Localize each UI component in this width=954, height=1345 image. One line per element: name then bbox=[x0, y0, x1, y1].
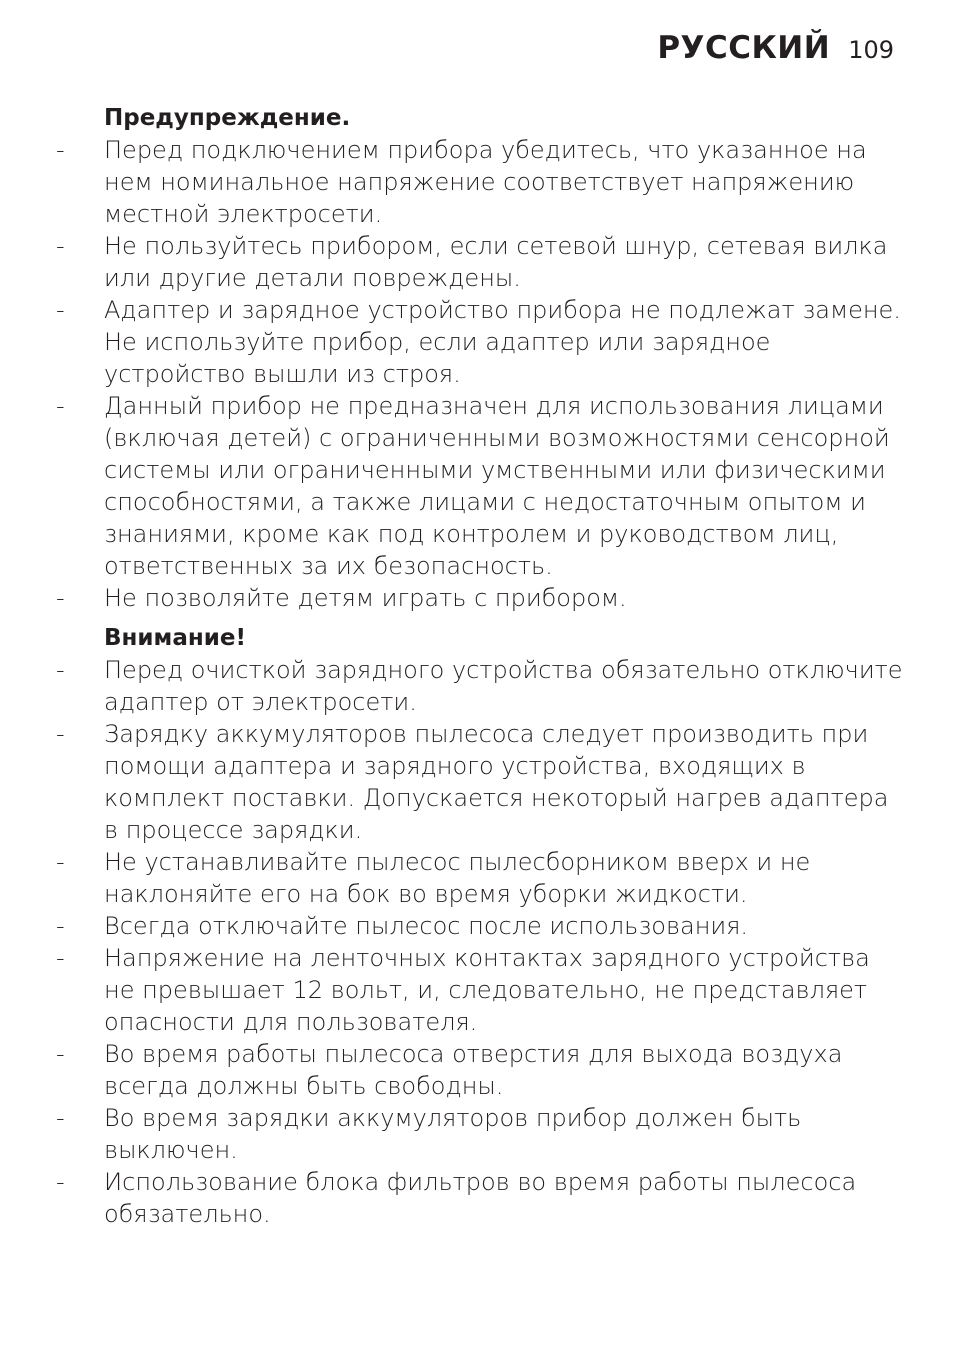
list-item-text: Адаптер и зарядное устройство прибора не подлежат замене. Не используйте прибор, если адаптер или зарядное устройство вышли из строя. bbox=[104, 296, 901, 388]
list-item-text: Напряжение на ленточных контактах зарядного устройства не превышает 12 вольт, и, следовательно, не представляет опасности для пользователя. bbox=[104, 944, 870, 1036]
list-item-text: Зарядку аккумуляторов пылесоса следует производить при помощи адаптера и зарядного устройства, входящих в комплект поставки. Допускается некоторый нагрев адаптера в процессе зарядки. bbox=[104, 720, 889, 844]
list-item-text: Не позволяйте детям играть с прибором. bbox=[104, 584, 627, 612]
bullet-dash: - bbox=[56, 1040, 65, 1068]
bullet-dash: - bbox=[56, 912, 65, 940]
list-item-text: Данный прибор не предназначен для использования лицами (включая детей) с ограниченными возможностями сенсорной системы или ограниченными умственными или физическими способностями, а также лицами с недостаточным опытом и знаниями, кроме как под контролем и руководством лиц, ответственных за их безопасность. bbox=[104, 392, 890, 580]
list-item bbox=[56, 1166, 906, 1230]
list-item-text: Перед подключением прибора убедитесь, что указанное на нем номинальное напряжение соответствует напряжению местной электросети. bbox=[104, 136, 867, 228]
list-item bbox=[56, 134, 906, 230]
bullet-dash: - bbox=[56, 848, 65, 876]
list-item-text: Во время работы пылесоса отверстия для выхода воздуха всегда должны быть свободны. bbox=[104, 1040, 843, 1100]
list-item bbox=[56, 910, 906, 942]
caution-heading: Внимание! bbox=[104, 625, 246, 651]
bullet-dash: - bbox=[56, 1168, 65, 1196]
list-item-text: Во время зарядки аккумуляторов прибор должен быть выключен. bbox=[104, 1104, 802, 1164]
page-header bbox=[657, 30, 894, 66]
bullet-dash: - bbox=[56, 296, 65, 324]
list-item-text: Не устанавливайте пылесос пылесборником вверх и не наклоняйте его на бок во время уборки жидкости. bbox=[104, 848, 811, 908]
list-item bbox=[56, 718, 906, 846]
caution-section bbox=[56, 622, 906, 1230]
caution-list bbox=[56, 654, 906, 1230]
list-item-text: Не пользуйтесь прибором, если сетевой шнур, сетевая вилка или другие детали повреждены. bbox=[104, 232, 888, 292]
list-item-text: Использование блока фильтров во время работы пылесоса обязательно. bbox=[104, 1168, 857, 1228]
bullet-dash: - bbox=[56, 1104, 65, 1132]
list-item bbox=[56, 654, 906, 718]
list-item bbox=[56, 294, 906, 390]
list-item bbox=[56, 230, 906, 294]
bullet-dash: - bbox=[56, 656, 65, 684]
list-item bbox=[56, 1038, 906, 1102]
warning-section bbox=[56, 102, 906, 614]
warning-heading: Предупреждение. bbox=[104, 105, 351, 131]
bullet-dash: - bbox=[56, 232, 65, 260]
section-language-title: РУССКИЙ bbox=[657, 30, 831, 66]
page-number: 109 bbox=[848, 36, 894, 64]
list-item-text: Всегда отключайте пылесос после использования. bbox=[104, 912, 749, 940]
bullet-dash: - bbox=[56, 392, 65, 420]
document-body bbox=[56, 102, 906, 1238]
list-item bbox=[56, 942, 906, 1038]
bullet-dash: - bbox=[56, 944, 65, 972]
bullet-dash: - bbox=[56, 720, 65, 748]
list-item-text: Перед очисткой зарядного устройства обязательно отключите адаптер от электросети. bbox=[104, 656, 903, 716]
list-item bbox=[56, 846, 906, 910]
bullet-dash: - bbox=[56, 584, 65, 612]
list-item bbox=[56, 1102, 906, 1166]
bullet-dash: - bbox=[56, 136, 65, 164]
list-item bbox=[56, 390, 906, 582]
warning-list bbox=[56, 134, 906, 614]
list-item bbox=[56, 582, 906, 614]
